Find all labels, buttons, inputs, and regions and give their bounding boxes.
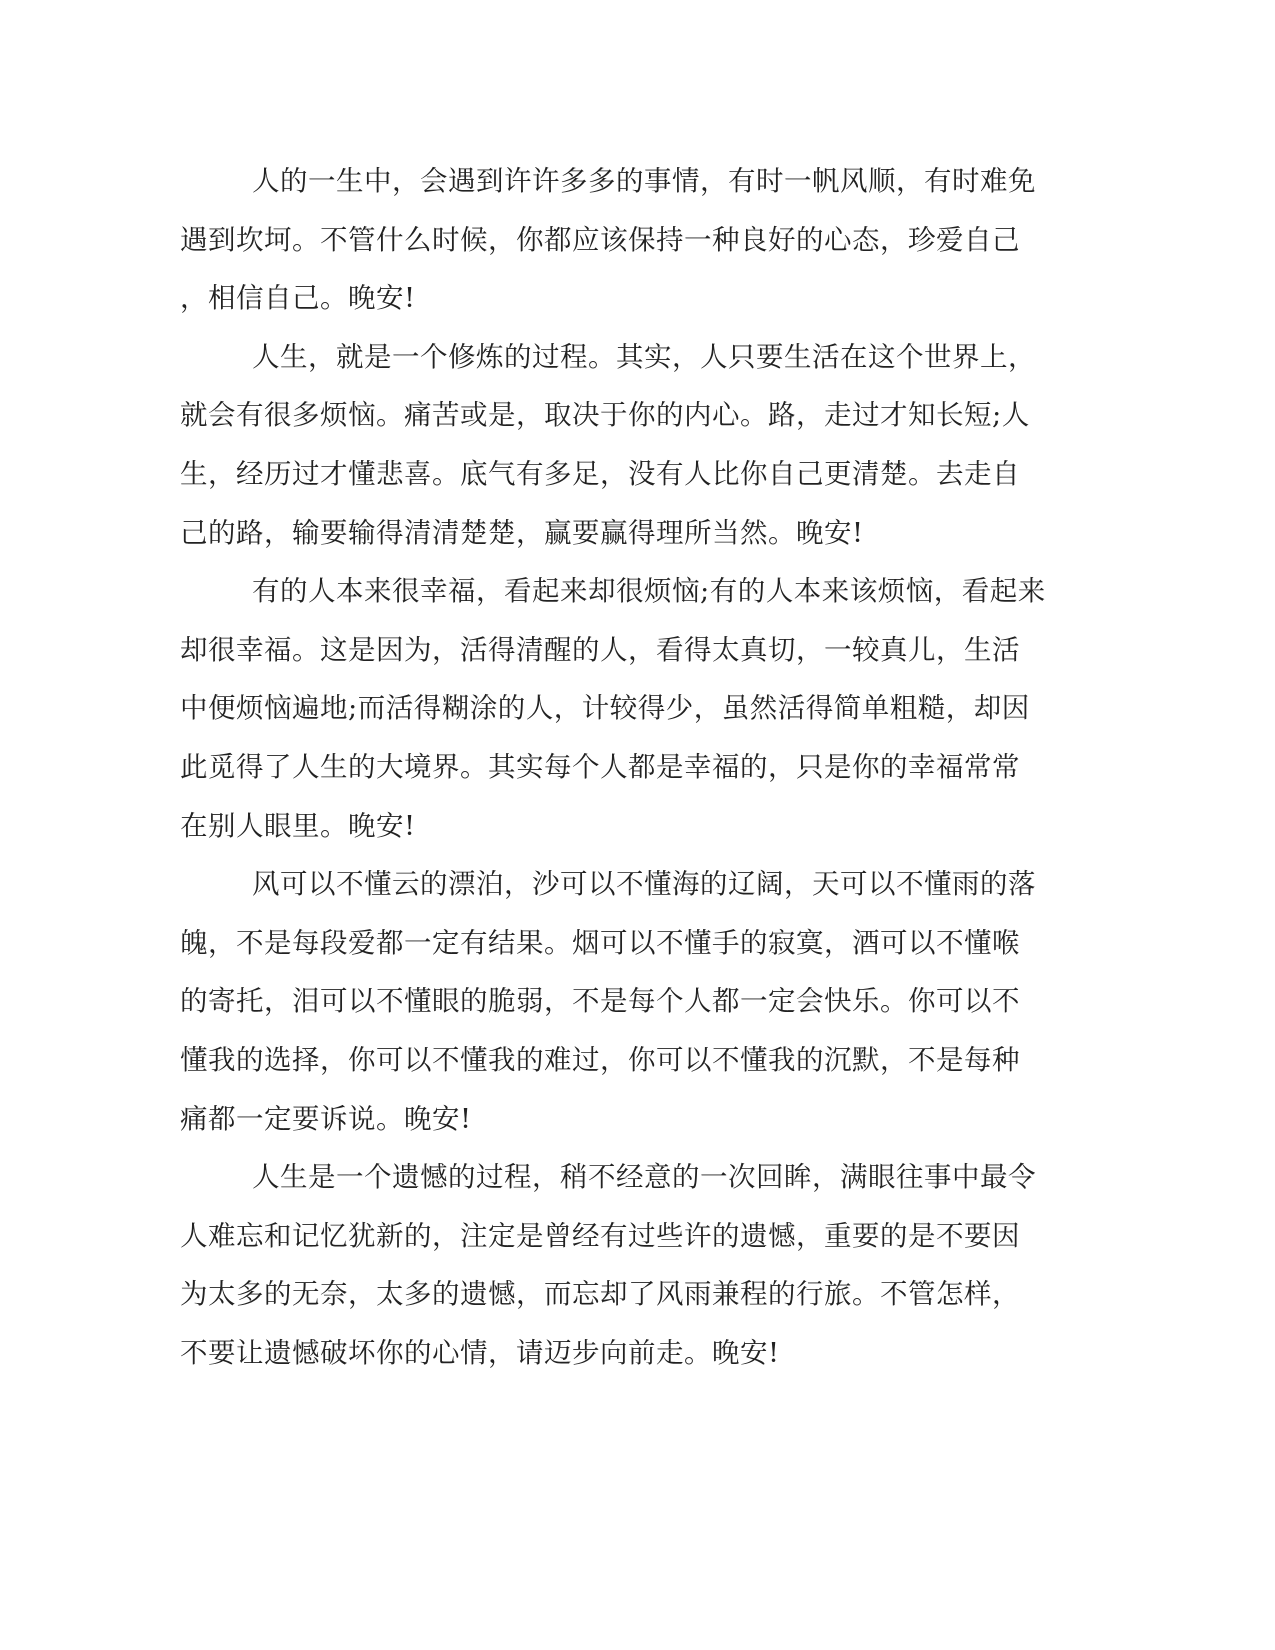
paragraph-2-line-3: 生，经历过才懂悲喜。底气有多足，没有人比你自己更清楚。去走自 [180,457,1020,490]
paragraph-4-line-4: 懂我的选择，你可以不懂我的难过，你可以不懂我的沉默，不是每种 [180,1043,1020,1076]
paragraph-1-line-3: ，相信自己。晚安! [180,282,416,315]
paragraph-5-line-3: 为太多的无奈，太多的遗憾，而忘却了风雨兼程的行旅。不管怎样， [180,1278,1020,1311]
paragraph-5-line-2: 人难忘和记忆犹新的，注定是曾经有过些许的遗憾，重要的是不要因 [180,1219,1020,1252]
paragraph-4-line-3: 的寄托，泪可以不懂眼的脆弱，不是每个人都一定会快乐。你可以不 [180,985,1020,1018]
paragraph-3-line-3: 中便烦恼遍地;而活得糊涂的人，计较得少，虽然活得简单粗糙，却因 [180,692,1030,725]
paragraph-5-line-4: 不要让遗憾破坏你的心情，请迈步向前走。晚安! [180,1336,780,1369]
paragraph-4-line-1: 风可以不懂云的漂泊，沙可以不懂海的辽阔，天可以不懂雨的落 [252,868,1036,901]
paragraph-4-line-2: 魄，不是每段爱都一定有结果。烟可以不懂手的寂寞，酒可以不懂喉 [180,926,1020,959]
paragraph-2-line-1: 人生，就是一个修炼的过程。其实，人只要生活在这个世界上， [252,340,1036,373]
paragraph-3-line-2: 却很幸福。这是因为，活得清醒的人，看得太真切，一较真儿，生活 [180,633,1020,666]
paragraph-2-line-2: 就会有很多烦恼。痛苦或是，取决于你的内心。路，走过才知长短;人 [180,399,1030,432]
paragraph-4-line-5: 痛都一定要诉说。晚安! [180,1102,472,1135]
paragraph-1-line-1: 人的一生中，会遇到许许多多的事情，有时一帆风顺，有时难免 [252,165,1036,197]
paragraph-3-line-4: 此觅得了人生的大境界。其实每个人都是幸福的，只是你的幸福常常 [180,750,1020,783]
paragraph-2-line-4: 己的路，输要输得清清楚楚，赢要赢得理所当然。晚安! [180,516,864,549]
paragraph-3-line-5: 在别人眼里。晚安! [180,809,416,842]
document-body [180,152,1046,1382]
paragraph-1-line-2: 遇到坎坷。不管什么时候，你都应该保持一种良好的心态，珍爱自己 [180,223,1020,256]
paragraph-5-line-1: 人生是一个遗憾的过程，稍不经意的一次回眸，满眼往事中最令 [252,1161,1036,1194]
paragraph-3-line-1: 有的人本来很幸福，看起来却很烦恼;有的人本来该烦恼，看起来 [252,575,1046,608]
